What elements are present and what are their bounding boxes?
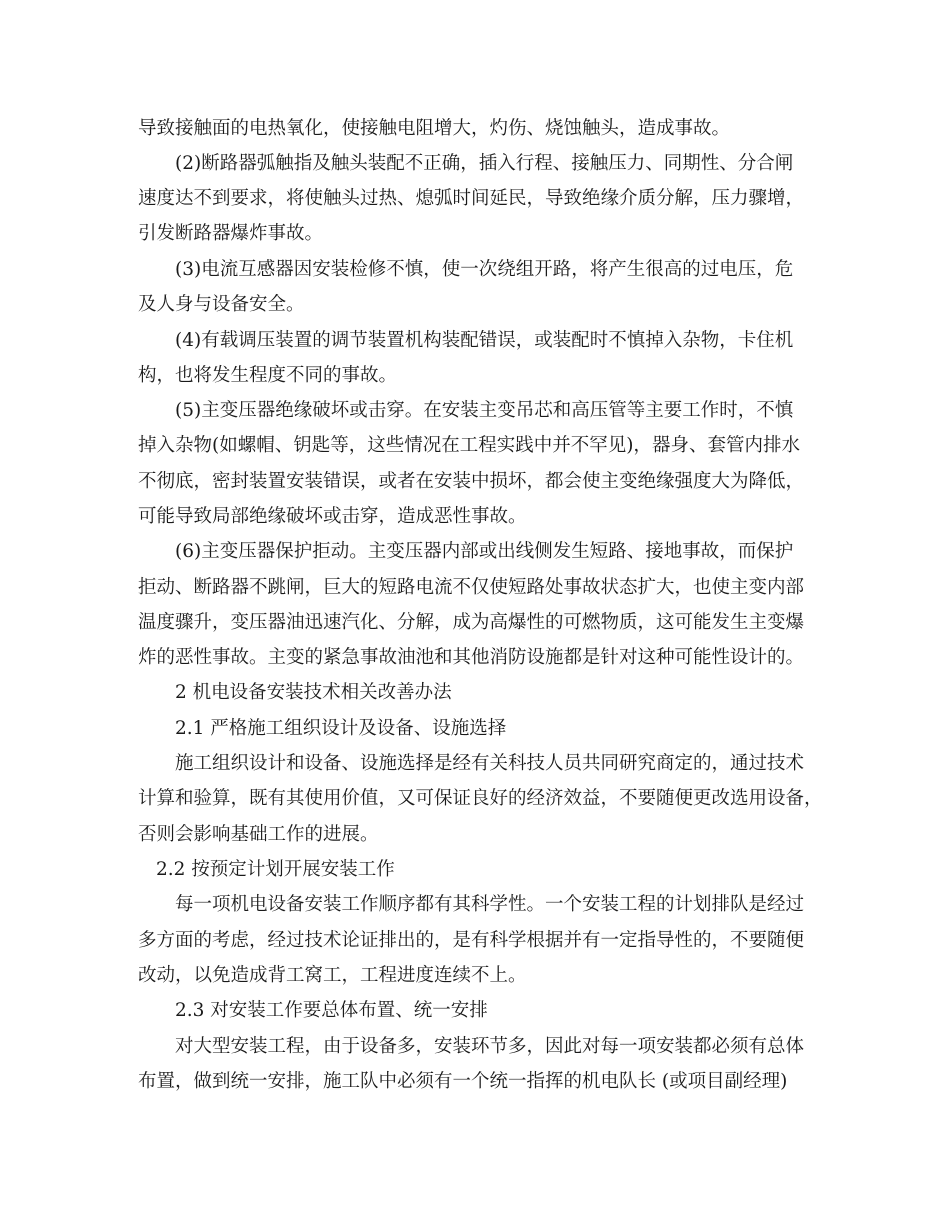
text-line: (5)主变压器绝缘破坏或击穿。在安装主变吊芯和高压管等主要工作时，不慎: [175, 400, 794, 421]
text-line: 计算和验算，既有其使用价值，又可保证良好的经济效益，不要随便更改选用设备，: [138, 788, 823, 809]
text-line: (6)主变压器保护拒动。主变压器内部或出线侧发生短路、接地事故，而保护: [175, 541, 794, 562]
subsection-heading: 2.2 按预定计划开展安装工作: [156, 859, 395, 880]
text-line: 多方面的考虑，经过技术论证排出的，是有科学根据并有一定指导性的，不要随便: [138, 930, 805, 951]
text-line: 对大型安装工程，由于设备多，安装环节多，因此对每一项安装都必须有总体: [175, 1036, 805, 1057]
text-line: 构，也将发生程度不同的事故。: [138, 365, 398, 386]
text-line: 每一项机电设备安装工作顺序都有其科学性。一个安装工程的计划排队是经过: [175, 894, 805, 915]
text-line: 改动，以免造成背工窝工，工程进度连续不上。: [138, 965, 527, 986]
text-line: 布置，做到统一安排，施工队中必须有一个统一指挥的机电队长 (或项目副经理): [138, 1071, 788, 1092]
text-line: 可能导致局部绝缘破坏或击穿，造成恶性事故。: [138, 506, 527, 527]
subsection-heading: 2.3 对安装工作要总体布置、统一安排: [175, 1000, 488, 1021]
text-line: 不彻底，密封装置安装错误，或者在安装中损坏，都会使主变绝缘强度大为降低，: [138, 471, 805, 492]
text-line: 拒动、断路器不跳闸，巨大的短路电流不仅使短路处事故状态扩大，也使主变内部: [138, 577, 805, 598]
text-line: 掉入杂物(如螺帽、钥匙等，这些情况在工程实践中并不罕见)，器身、套管内排水: [138, 435, 800, 456]
text-line: 导致接触面的电热氧化，使接触电阻增大，灼伤、烧蚀触头，造成事故。: [138, 118, 731, 139]
text-line: (3)电流互感器因安装检修不慎，使一次绕组开路，将产生很高的过电压，危: [175, 259, 794, 280]
text-line: (4)有载调压装置的调节装置机构装配错误，或装配时不慎掉入杂物，卡住机: [175, 330, 794, 351]
text-line: 炸的恶性事故。主变的紧急事故油池和其他消防设施都是针对这种可能性设计的。: [138, 647, 805, 668]
subsection-heading: 2.1 严格施工组织设计及设备、设施选择: [175, 718, 507, 739]
text-line: 引发断路器爆炸事故。: [138, 223, 324, 244]
text-line: 及人身与设备安全。: [138, 294, 305, 315]
text-line: 否则会影响基础工作的进展。: [138, 824, 379, 845]
text-line: 温度骤升，变压器油迅速汽化、分解，成为高爆性的可燃物质，这可能发生主变爆: [138, 612, 805, 633]
text-line: (2)断路器弧触指及触头装配不正确，插入行程、接触压力、同期性、分合闸: [175, 153, 794, 174]
text-line: 施工组织设计和设备、设施选择是经有关科技人员共同研究商定的，通过技术: [175, 753, 805, 774]
text-line: 速度达不到要求，将使触头过热、熄弧时间延民，导致绝缘介质分解，压力骤增，: [138, 188, 805, 209]
section-heading: 2 机电设备安装技术相关改善办法: [175, 682, 452, 703]
